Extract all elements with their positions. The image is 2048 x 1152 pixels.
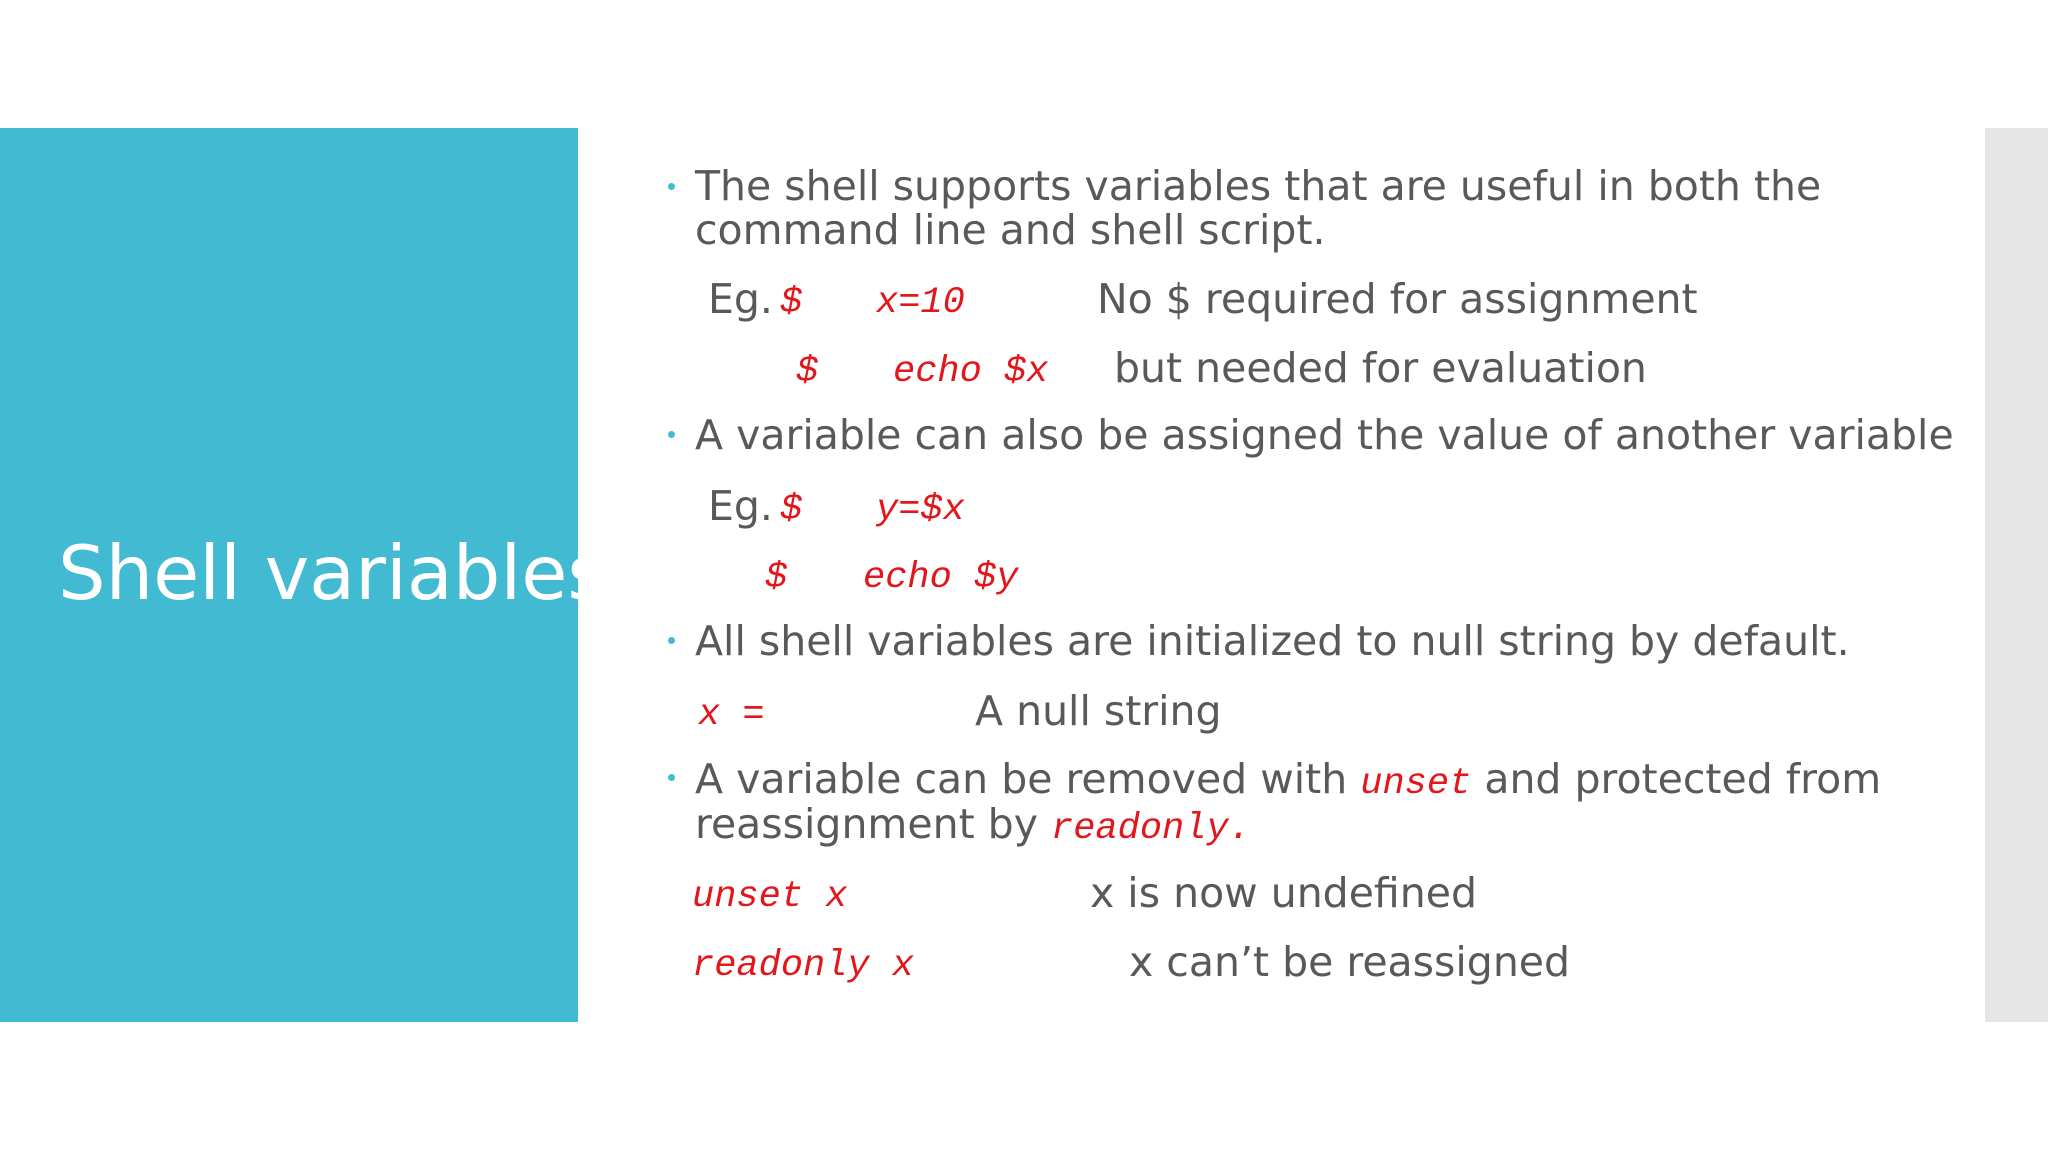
prompt-symbol: $ bbox=[780, 282, 803, 324]
bullet-4-line-1 bbox=[695, 757, 1881, 806]
bullet-4-text: and protected from bbox=[1471, 755, 1882, 803]
bullet-dot-2 bbox=[668, 431, 675, 438]
note-reassigned: x can’t be reassigned bbox=[1129, 938, 1571, 986]
prompt-symbol: $ bbox=[765, 557, 788, 599]
note-assignment: No $ required for assignment bbox=[1097, 275, 1698, 323]
inline-code-readonly: readonly. bbox=[1051, 808, 1251, 850]
bullet-4-text: reassignment by bbox=[695, 800, 1052, 848]
note-null-string: A null string bbox=[975, 687, 1222, 735]
note-undefined: x is now undefined bbox=[1090, 869, 1477, 917]
code-unset: unset x bbox=[692, 876, 848, 918]
bullet-3-line-1: All shell variables are initialized to null string by default. bbox=[695, 617, 1850, 665]
bullet-4-line-2 bbox=[695, 802, 1251, 851]
code-assignment: y=$x bbox=[876, 489, 965, 531]
slide-title: Shell variables bbox=[58, 529, 607, 617]
bullet-1-line-1: The shell supports variables that are useful in both the bbox=[695, 162, 1822, 210]
bullet-1-line-2: command line and shell script. bbox=[695, 206, 1326, 254]
prompt-symbol: $ bbox=[780, 489, 803, 531]
code-echo: echo $y bbox=[863, 557, 1019, 599]
code-readonly: readonly x bbox=[692, 945, 915, 987]
code-assignment: x=10 bbox=[876, 282, 965, 324]
bullet-2-line-1: A variable can also be assigned the value of another variable bbox=[695, 411, 1954, 459]
bullet-dot-4 bbox=[668, 774, 675, 781]
prompt-symbol: $ bbox=[796, 351, 819, 393]
inline-code-unset: unset bbox=[1360, 763, 1472, 805]
code-echo: echo $x bbox=[893, 351, 1049, 393]
bullet-4-text: A variable can be removed with bbox=[695, 755, 1361, 803]
example-prefix: Eg. bbox=[708, 482, 773, 530]
bullet-dot-3 bbox=[668, 637, 675, 644]
note-evaluation: but needed for evaluation bbox=[1114, 344, 1647, 392]
code-null-assignment: x = bbox=[698, 694, 765, 736]
bullet-dot-1 bbox=[668, 183, 675, 190]
right-strip bbox=[1985, 128, 2048, 1022]
example-prefix: Eg. bbox=[708, 275, 773, 323]
